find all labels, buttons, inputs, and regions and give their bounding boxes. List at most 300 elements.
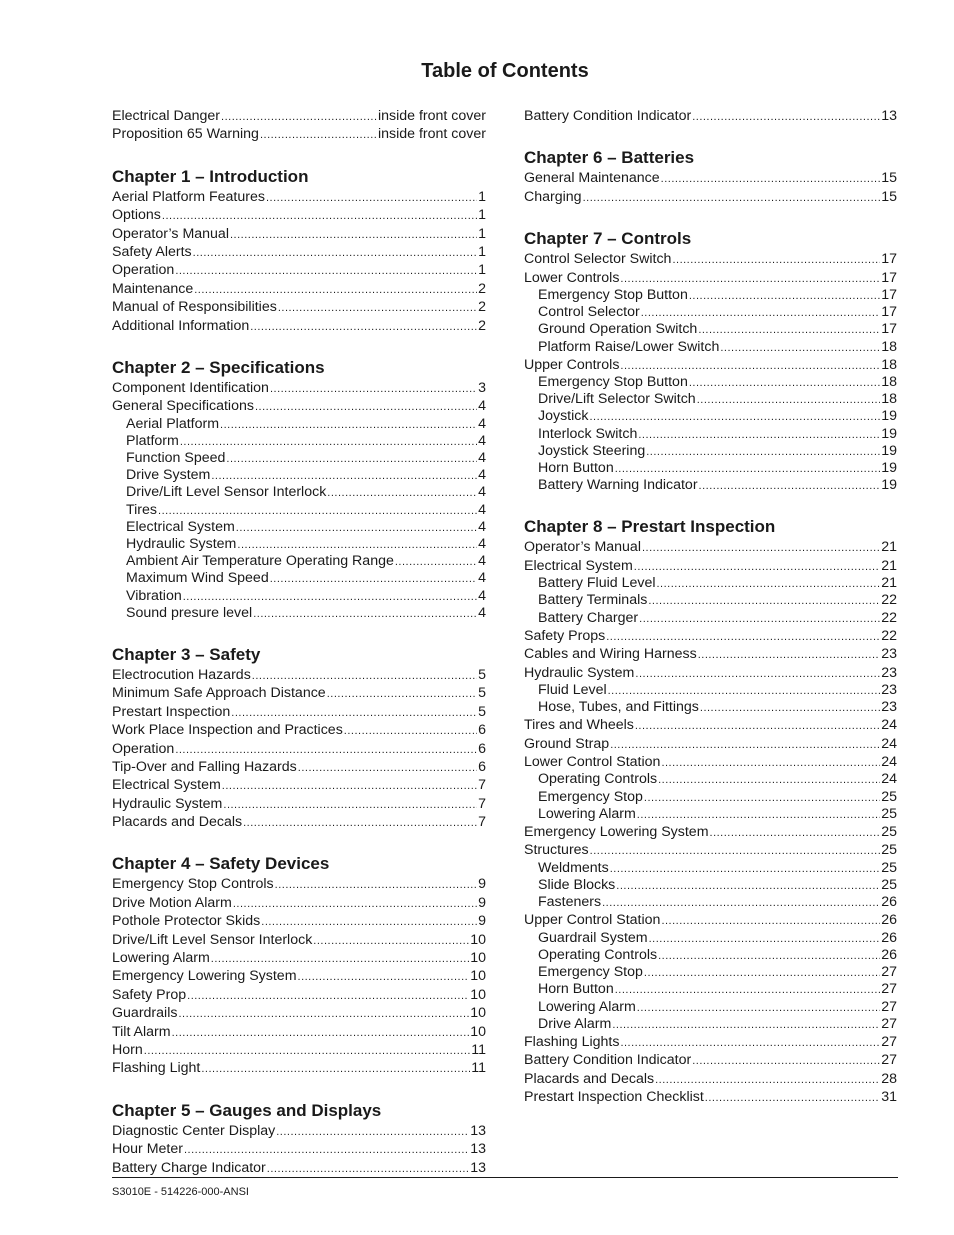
entry-title: Aerial Platform Features (112, 188, 265, 205)
entry-title: Horn Button (538, 460, 614, 477)
dot-leader (615, 982, 881, 999)
dot-leader (649, 931, 881, 948)
dot-leader (637, 807, 880, 824)
toc-entry-horn-button[interactable] (524, 460, 897, 477)
toc-entry-safety-alerts[interactable] (112, 243, 486, 261)
entry-page-number: 13 (470, 1122, 486, 1139)
entry-title: Tip-Over and Falling Hazards (112, 758, 297, 775)
entry-title: Maintenance (112, 280, 194, 297)
entry-page-number: 7 (478, 795, 486, 812)
entry-title: Hydraulic System (524, 664, 635, 681)
dot-leader (620, 1034, 880, 1052)
entry-page-number: 6 (478, 758, 486, 775)
entry-title: Operation (112, 262, 175, 279)
entry-title: Drive/Lift Level Sensor Interlock (112, 931, 313, 948)
toc-entry-drive-lift-selector-switch[interactable] (524, 391, 897, 408)
dot-leader (698, 322, 880, 339)
dot-leader (589, 409, 880, 426)
dot-leader (616, 878, 880, 895)
dot-leader (253, 606, 477, 623)
toc-entry-drive-alarm[interactable] (524, 1016, 897, 1033)
entry-title: Charging (524, 188, 582, 205)
toc-entry-general-specifications[interactable] (112, 397, 486, 415)
toc-section (112, 644, 486, 832)
toc-entry-hose-tubes-and-fittings[interactable] (524, 699, 897, 716)
entry-page-number: 27 (881, 1033, 897, 1050)
toc-entry-drive-lift-level-sensor-interlock[interactable] (112, 931, 486, 949)
entry-title: Hose, Tubes, and Fittings (538, 699, 699, 716)
toc-entry-structures[interactable] (524, 841, 897, 859)
entry-title: Electrical Danger (112, 108, 221, 124)
toc-entry-tip-over-and-falling-hazards[interactable] (112, 758, 486, 776)
toc-entry-operating-controls[interactable] (524, 771, 897, 788)
entry-page-number: 21 (881, 557, 897, 574)
toc-entry-emergency-stop[interactable] (524, 964, 897, 981)
entry-title: Hour Meter (112, 1141, 183, 1158)
toc-entry-electrical-danger[interactable] (112, 107, 486, 125)
dot-leader (700, 700, 880, 717)
chapter-heading: Chapter 5 – Gauges and Displays (112, 1100, 382, 1120)
entry-title: Horn Button (538, 981, 614, 998)
entry-page-number: 2 (478, 280, 486, 297)
toc-entry-emergency-stop-button[interactable] (524, 287, 897, 304)
chapter-heading: Chapter 8 – Prestart Inspection (524, 517, 776, 537)
entry-page-number: 13 (881, 108, 897, 124)
dot-leader (221, 108, 377, 126)
toc-entry-joystick[interactable] (524, 408, 897, 425)
toc-entry-slide-blocks[interactable] (524, 877, 897, 894)
entry-title: Emergency Stop (538, 788, 643, 805)
entry-page-number: 4 (478, 536, 486, 552)
entry-title: Drive/Lift Selector Switch (538, 391, 696, 408)
entry-title: Flashing Lights (524, 1033, 620, 1050)
entry-title: Manual of Responsibilities (112, 299, 277, 316)
entry-title: Emergency Stop Button (538, 374, 688, 391)
entry-page-number: 4 (478, 484, 486, 501)
entry-title: Tires (126, 501, 158, 518)
dot-leader (201, 1060, 470, 1078)
entry-title: Guardrails (112, 1005, 178, 1022)
entry-title: Drive Motion Alarm (112, 894, 232, 911)
entry-title: Ground Operation Switch (538, 321, 698, 338)
entry-page-number: 27 (881, 1015, 897, 1032)
entry-page-number: 25 (881, 859, 897, 876)
dot-leader (231, 704, 477, 722)
entry-page-number: 19 (881, 477, 897, 494)
toc-entry-electrical-system[interactable] (112, 776, 486, 794)
entry-title: Electrical System (112, 777, 221, 794)
footer-doc-number: S3010E - 514226-000-ANSI (112, 1186, 249, 1198)
dot-leader (144, 1042, 471, 1060)
entry-page-number: 25 (881, 877, 897, 893)
toc-entry-lower-controls[interactable] (524, 269, 897, 287)
entry-page-number: 13 (470, 1141, 486, 1158)
toc-entry-guardrail-system[interactable] (524, 930, 897, 947)
toc-entry-tires[interactable] (112, 502, 486, 519)
entry-title: Battery Terminals (538, 592, 648, 609)
entry-page-number: 26 (881, 894, 897, 911)
entry-title: Slide Blocks (538, 877, 616, 893)
dot-leader (193, 244, 477, 262)
toc-entry-diagnostic-center-display[interactable] (112, 1122, 486, 1140)
toc-entry-operation[interactable] (112, 261, 486, 279)
toc-entry-function-speed[interactable] (112, 450, 486, 467)
dot-leader (655, 1071, 880, 1089)
entry-title: Operation (112, 740, 175, 757)
dot-leader (313, 932, 469, 950)
toc-entry-horn-button[interactable] (524, 981, 897, 998)
section-spacer (524, 206, 897, 228)
toc-entry-battery-condition-indicator[interactable] (524, 1051, 897, 1069)
dot-leader (243, 814, 477, 832)
toc-entry-pothole-protector-skids[interactable] (112, 912, 486, 930)
toc-entry-safety-prop[interactable] (112, 986, 486, 1004)
dot-leader (327, 485, 477, 502)
toc-entry-battery-charger[interactable] (524, 610, 897, 627)
toc-entry-operation[interactable] (112, 740, 486, 758)
entry-page-number: 4 (478, 570, 486, 587)
entry-title: Safety Alerts (112, 243, 192, 260)
dot-leader (270, 571, 477, 588)
entry-title: Lower Controls (524, 269, 620, 286)
dot-leader (187, 987, 469, 1005)
dot-leader (689, 288, 880, 305)
toc-entry-cables-and-wiring-harness[interactable] (524, 645, 897, 663)
toc-entry-lowering-alarm[interactable] (112, 949, 486, 967)
toc-entry-tilt-alarm[interactable] (112, 1023, 486, 1041)
toc-entry-fluid-level[interactable] (524, 682, 897, 699)
entry-page-number: 24 (881, 735, 897, 752)
dot-leader (689, 375, 880, 392)
entry-page-number: 28 (881, 1070, 897, 1087)
toc-entry-battery-fluid-level[interactable] (524, 575, 897, 592)
entry-title: Lowering Alarm (112, 950, 210, 967)
toc-entry-options[interactable] (112, 206, 486, 224)
toc-entry-safety-props[interactable] (524, 627, 897, 645)
entry-title: Hydraulic System (126, 536, 237, 552)
entry-page-number: 9 (478, 913, 486, 930)
toc-entry-lower-control-station[interactable] (524, 753, 897, 771)
toc-entry-prestart-inspection-checklist[interactable] (524, 1088, 897, 1106)
entry-title: Proposition 65 Warning (112, 126, 259, 143)
dot-leader (255, 398, 477, 416)
entry-page-number: 15 (881, 188, 897, 205)
toc-entry-hydraulic-system[interactable] (112, 536, 486, 553)
toc-entry-general-maintenance[interactable] (524, 169, 897, 187)
entry-title: Joystick (538, 408, 589, 425)
toc-entry-electrocution-hazards[interactable] (112, 666, 486, 684)
entry-page-number: 7 (478, 814, 486, 831)
toc-entry-flashing-light[interactable] (112, 1059, 486, 1077)
dot-leader (648, 593, 880, 610)
entry-page-number: 17 (881, 269, 897, 286)
entry-title: Battery Warning Indicator (538, 477, 698, 494)
dot-leader (233, 895, 477, 913)
dot-leader (162, 207, 477, 225)
entry-title: Operating Controls (538, 946, 658, 963)
toc-entry-operator-s-manual[interactable] (112, 225, 486, 243)
toc-entry-battery-warning-indicator[interactable] (524, 477, 897, 494)
entry-title: General Specifications (112, 398, 254, 415)
toc-entry-battery-terminals[interactable] (524, 592, 897, 609)
dot-leader (642, 539, 880, 557)
toc-entry-emergency-stop-controls[interactable] (112, 875, 486, 893)
toc-entry-emergency-lowering-system[interactable] (524, 823, 897, 841)
section-spacer (112, 1078, 486, 1100)
toc-entry-control-selector[interactable] (524, 304, 897, 321)
entry-title: Lower Control Station (524, 754, 661, 771)
dot-leader (661, 912, 880, 930)
toc-entry-operating-controls[interactable] (524, 947, 897, 964)
toc-entry-horn[interactable] (112, 1041, 486, 1059)
dot-leader (298, 968, 470, 986)
entry-title: Operator’s Manual (112, 225, 229, 242)
toc-entry-ground-operation-switch[interactable] (524, 321, 897, 338)
toc-entry-aerial-platform-features[interactable] (112, 188, 486, 206)
dot-leader (637, 1000, 880, 1017)
entry-title: Aerial Platform (126, 415, 220, 432)
dot-leader (175, 262, 477, 280)
entry-page-number: 25 (881, 842, 897, 859)
entry-title: Electrocution Hazards (112, 666, 251, 683)
entry-title: Emergency Stop Button (538, 286, 688, 303)
toc-entry-platform-raise-lower-switch[interactable] (524, 339, 897, 356)
toc-section (112, 357, 486, 622)
entry-title: Diagnostic Center Display (112, 1122, 276, 1139)
entry-title: Control Selector (538, 304, 640, 321)
entry-page-number: 25 (881, 788, 897, 805)
entry-page-number: inside front cover (377, 108, 486, 124)
dot-leader (267, 1160, 469, 1178)
entry-page-number: 26 (881, 912, 897, 929)
entry-title: Placards and Decals (112, 814, 243, 831)
toc-entry-battery-charge-indicator[interactable] (112, 1159, 486, 1177)
toc-entry-placards-and-decals[interactable] (524, 1070, 897, 1088)
toc-entry-lowering-alarm[interactable] (524, 806, 897, 823)
entry-page-number: 18 (881, 338, 897, 355)
toc-entry-proposition-65-warning[interactable] (112, 125, 486, 143)
toc-entry-fasteners[interactable] (524, 894, 897, 911)
dot-leader (661, 754, 880, 772)
entry-page-number: 18 (881, 391, 897, 408)
toc-entry-tires-and-wheels[interactable] (524, 716, 897, 734)
entry-page-number: 22 (881, 627, 897, 644)
toc-entry-sound-presure-level[interactable] (112, 605, 486, 622)
toc-entry-minimum-safe-approach-distance[interactable] (112, 684, 486, 702)
toc-section (112, 853, 486, 1077)
toc-entry-maximum-wind-speed[interactable] (112, 570, 486, 587)
entry-title: Electrical System (524, 557, 633, 574)
entry-title: Weldments (538, 859, 609, 876)
toc-entry-component-identification[interactable] (112, 379, 486, 397)
entry-title: Options (112, 207, 161, 224)
entry-page-number: 4 (478, 450, 486, 467)
dot-leader (641, 305, 880, 322)
entry-page-number: 18 (881, 374, 897, 391)
dot-leader (298, 759, 477, 777)
dot-leader (175, 741, 477, 759)
chapter-heading: Chapter 6 – Batteries (524, 148, 695, 168)
entry-title: Drive System (126, 467, 211, 484)
entry-page-number: 2 (478, 299, 486, 316)
entry-page-number: 25 (881, 805, 897, 822)
toc-entry-ground-strap[interactable] (524, 735, 897, 753)
entry-page-number: 22 (881, 609, 897, 626)
dot-leader (610, 861, 881, 878)
entry-title: Hydraulic System (112, 795, 223, 812)
entry-title: Battery Condition Indicator (524, 1052, 692, 1069)
dot-leader (608, 683, 881, 700)
toc-entry-aerial-platform[interactable] (112, 416, 486, 433)
dot-leader (178, 1005, 469, 1023)
toc-entry-upper-controls[interactable] (524, 356, 897, 374)
entry-title: Lowering Alarm (538, 805, 636, 822)
dot-leader (250, 318, 477, 336)
toc-entry-electrical-system[interactable] (524, 557, 897, 575)
section-spacer (112, 335, 486, 357)
entry-page-number: 4 (478, 415, 486, 432)
dot-leader (658, 948, 880, 965)
entry-page-number: 5 (478, 703, 486, 720)
chapter-heading: Chapter 1 – Introduction (112, 166, 309, 186)
dot-leader (661, 170, 881, 188)
entry-title: Sound presure level (126, 604, 253, 621)
section-spacer (524, 494, 897, 516)
toc-entry-vibration[interactable] (112, 588, 486, 605)
entry-page-number: 23 (881, 699, 897, 716)
chapter-heading: Chapter 3 – Safety (112, 644, 261, 664)
entry-page-number: 4 (478, 467, 486, 484)
entry-page-number: 5 (478, 685, 486, 702)
toc-entry-prestart-inspection[interactable] (112, 703, 486, 721)
toc-entry-ambient-air-temperature-operating-range[interactable] (112, 553, 486, 570)
entry-page-number: 10 (470, 986, 486, 1003)
entry-title: Platform (126, 432, 179, 449)
entry-page-number: 25 (881, 824, 897, 841)
dot-leader (590, 842, 881, 860)
dot-leader (672, 251, 880, 269)
entry-page-number: 27 (881, 1052, 897, 1069)
entry-title: Structures (524, 842, 589, 859)
toc-section (524, 228, 897, 494)
entry-title: Lowering Alarm (538, 998, 636, 1015)
dot-leader (180, 434, 477, 451)
toc-entry-battery-condition-indicator[interactable] (524, 107, 897, 125)
toc-entry-additional-information[interactable] (112, 317, 486, 335)
dot-leader (638, 427, 880, 444)
toc-entry-upper-control-station[interactable] (524, 911, 897, 929)
toc-section (524, 107, 897, 125)
entry-title: Flashing Light (112, 1060, 201, 1077)
entry-page-number: 23 (881, 681, 897, 698)
footer-divider (112, 1177, 898, 1178)
toc-entry-joystick-steering[interactable] (524, 443, 897, 460)
entry-page-number: 4 (478, 518, 486, 535)
entry-title: Emergency Stop (538, 964, 643, 981)
entry-page-number: 1 (478, 188, 486, 205)
entry-title: Maximum Wind Speed (126, 570, 269, 587)
toc-entry-emergency-stop[interactable] (524, 789, 897, 806)
entry-page-number: 21 (881, 539, 897, 556)
toc-entry-lowering-alarm[interactable] (524, 999, 897, 1016)
entry-page-number: 3 (478, 379, 486, 396)
entry-page-number: 22 (881, 592, 897, 609)
toc-entry-weldments[interactable] (524, 860, 897, 877)
dot-leader (237, 537, 477, 554)
toc-entry-flashing-lights[interactable] (524, 1033, 897, 1051)
entry-page-number: 10 (470, 968, 486, 985)
dot-leader (620, 357, 880, 375)
entry-title: Joystick Steering (538, 442, 646, 459)
entry-title: Battery Charge Indicator (112, 1159, 266, 1176)
toc-entry-maintenance[interactable] (112, 280, 486, 298)
section-spacer (112, 622, 486, 644)
toc-entry-manual-of-responsibilities[interactable] (112, 298, 486, 316)
entry-page-number: 13 (470, 1159, 486, 1176)
toc-entry-platform[interactable] (112, 433, 486, 450)
toc-entry-electrical-system[interactable] (112, 519, 486, 536)
toc-entry-charging[interactable] (524, 188, 897, 206)
toc-entry-control-selector-switch[interactable] (524, 250, 897, 268)
toc-entry-interlock-switch[interactable] (524, 426, 897, 443)
entry-title: Operator’s Manual (524, 539, 641, 556)
toc-entry-drive-motion-alarm[interactable] (112, 894, 486, 912)
dot-leader (211, 468, 477, 485)
dot-leader (644, 790, 880, 807)
toc-entry-work-place-inspection-and-practices[interactable] (112, 721, 486, 739)
dot-leader (705, 1089, 880, 1107)
toc-entry-hour-meter[interactable] (112, 1140, 486, 1158)
dot-leader (344, 722, 477, 740)
toc-entry-drive-system[interactable] (112, 467, 486, 484)
entry-page-number: 10 (470, 1005, 486, 1022)
chapter-heading: Chapter 2 – Specifications (112, 357, 325, 377)
dot-leader (194, 281, 477, 299)
dot-leader (639, 611, 880, 628)
entry-title: Drive Alarm (538, 1015, 612, 1032)
chapter-heading: Chapter 7 – Controls (524, 229, 692, 249)
toc-entry-drive-lift-level-sensor-interlock[interactable] (112, 484, 486, 501)
entry-title: Upper Control Station (524, 912, 661, 929)
toc-entry-hydraulic-system[interactable] (112, 795, 486, 813)
entry-page-number: 4 (478, 604, 486, 621)
entry-title: Guardrail System (538, 929, 648, 946)
entry-title: Placards and Decals (524, 1070, 655, 1087)
toc-entry-placards-and-decals[interactable] (112, 813, 486, 831)
toc-entry-emergency-stop-button[interactable] (524, 374, 897, 391)
toc-entry-operator-s-manual[interactable] (524, 538, 897, 556)
dot-leader (275, 876, 477, 894)
toc-entry-emergency-lowering-system[interactable] (112, 967, 486, 985)
entry-page-number: 19 (881, 442, 897, 459)
toc-section (524, 147, 897, 206)
entry-page-number: 31 (881, 1089, 897, 1106)
entry-title: Battery Fluid Level (538, 575, 656, 592)
dot-leader (634, 558, 880, 576)
entry-page-number: 1 (478, 207, 486, 224)
entry-page-number: 1 (478, 243, 486, 260)
entry-title: Drive/Lift Level Sensor Interlock (126, 484, 327, 501)
entry-page-number: 17 (881, 321, 897, 338)
toc-entry-guardrails[interactable] (112, 1004, 486, 1022)
entry-title: Emergency Lowering System (112, 968, 297, 985)
toc-entry-hydraulic-system[interactable] (524, 664, 897, 682)
toc-section (524, 516, 897, 1106)
entry-page-number: 7 (478, 777, 486, 794)
entry-title: Emergency Stop Controls (112, 876, 274, 893)
entry-page-number: 26 (881, 929, 897, 946)
entry-title: Additional Information (112, 317, 250, 334)
